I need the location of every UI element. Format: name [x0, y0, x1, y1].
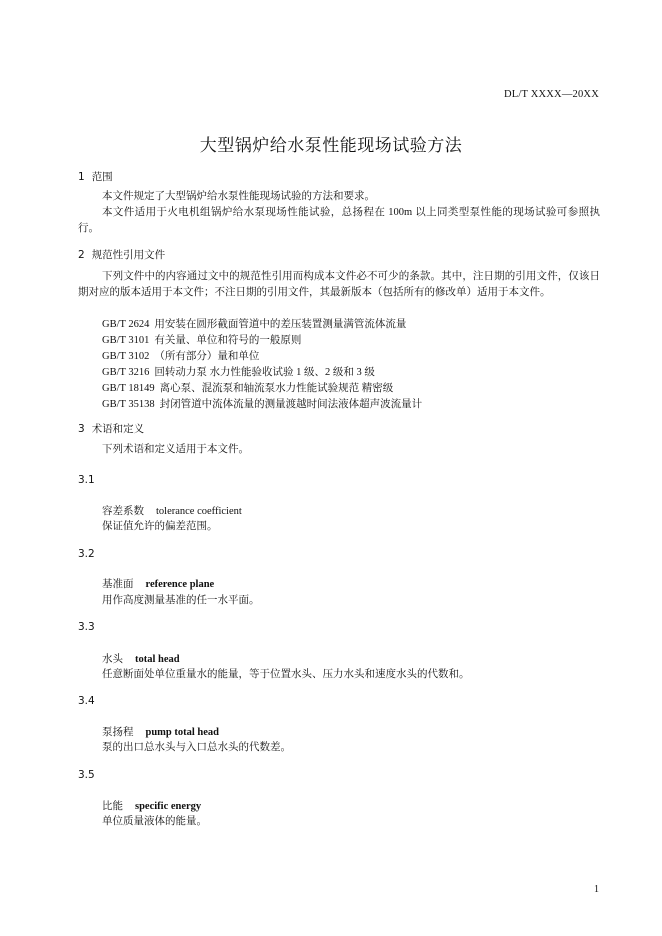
term-definition: 用作高度测量基准的任一水平面。: [102, 595, 260, 606]
section-heading-terms-definitions: [78, 421, 144, 436]
reference-title: 封闭管道中流体流量的测量渡越时间法液体超声波流量计: [159, 399, 423, 410]
term-chinese: 水头: [102, 653, 123, 665]
term-number: 3.1: [78, 474, 95, 486]
term-entry: [102, 503, 242, 518]
term-chinese: 基准面: [102, 578, 134, 590]
reference-code: GB/T 3216: [102, 367, 150, 378]
term-number: 3.2: [78, 548, 95, 560]
section-title: 范围: [91, 171, 113, 183]
reference-code: GB/T 18149: [102, 383, 155, 394]
term-english: specific energy: [135, 801, 202, 812]
section-number: 1: [78, 171, 85, 183]
term-english: total head: [135, 654, 180, 665]
term-english: reference plane: [145, 579, 215, 590]
reference-item: [102, 365, 375, 381]
scope-paragraph-2: 本文件适用于火电机组锅炉给水泵现场性能试验，总扬程在 100m 以上同类型泵性能的现场试验可参照执行。: [78, 207, 600, 234]
reference-title: （所有部分）量和单位: [154, 351, 260, 362]
term-number: 3.5: [78, 769, 95, 781]
document-code: DL/T XXXX—20XX: [503, 89, 599, 100]
term-definition: 任意断面处单位重量水的能量，等于位置水头、压力水头和速度水头的代数和。: [102, 669, 470, 680]
reference-item: [102, 397, 422, 413]
reference-item: [102, 333, 301, 349]
term-number: 3.3: [78, 621, 95, 633]
term-entry: [102, 724, 219, 739]
term-definition: 保证值允许的偏差范围。: [102, 521, 218, 532]
reference-code: GB/T 35138: [102, 399, 155, 410]
reference-code: GB/T 3102: [102, 351, 150, 362]
scope-paragraph-1: 本文件规定了大型锅炉给水泵性能现场试验的方法和要求。: [102, 191, 375, 202]
term-entry: [102, 651, 180, 666]
section-title: 术语和定义: [91, 423, 145, 435]
section-number: 3: [78, 423, 85, 435]
section-heading-normative-references: [78, 247, 165, 262]
term-english: pump total head: [145, 727, 220, 738]
term-chinese: 泵扬程: [102, 726, 134, 738]
term-entry: [102, 798, 201, 813]
section-number: 2: [78, 249, 85, 261]
reference-item: [102, 381, 393, 397]
page-number: 1: [594, 884, 599, 895]
reference-title: 离心泵、混流泵和轴流泵水力性能试验规范 精密级: [159, 383, 394, 394]
term-definition: 单位质量液体的能量。: [102, 816, 207, 827]
term-chinese: 容差系数: [102, 505, 144, 517]
terms-intro-paragraph: 下列术语和定义适用于本文件。: [102, 444, 249, 455]
reference-code: GB/T 3101: [102, 335, 150, 346]
reference-title: 回转动力泵 水力性能验收试验 1 级、2 级和 3 级: [154, 367, 375, 378]
reference-title: 用安装在圆形截面管道中的差压装置测量满管流体流量: [154, 319, 407, 330]
reference-title: 有关量、单位和符号的一般原则: [154, 335, 302, 346]
section-heading-scope: [78, 169, 113, 184]
reference-item: [102, 317, 406, 333]
reference-item: [102, 349, 259, 365]
references-intro-paragraph: 下列文件中的内容通过文中的规范性引用而构成本文件必不可少的条款。其中，注日期的引用文件，仅该日期对应的版本适用于本文件；不注日期的引用文件，其最新版本（包括所有的修改单）适用于本文件。: [78, 271, 600, 298]
document-title: 大型锅炉给水泵性能现场试验方法: [199, 136, 463, 156]
reference-code: GB/T 2624: [102, 319, 150, 330]
section-title: 规范性引用文件: [91, 249, 166, 261]
term-number: 3.4: [78, 695, 95, 707]
term-english: tolerance coefficient: [156, 506, 242, 517]
term-definition: 泵的出口总水头与入口总水头的代数差。: [102, 742, 291, 753]
term-chinese: 比能: [102, 800, 123, 812]
term-entry: [102, 576, 214, 591]
